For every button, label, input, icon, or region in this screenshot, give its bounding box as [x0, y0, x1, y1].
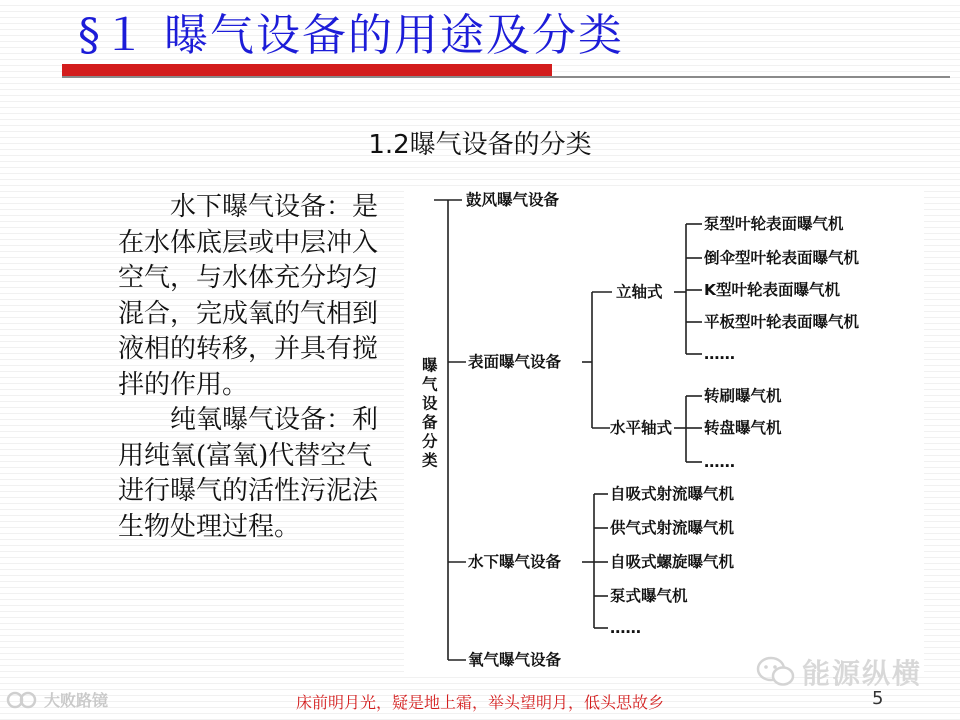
category-blower: 鼓风曝气设备: [466, 191, 560, 209]
category-underwater: 水下曝气设备: [468, 553, 562, 571]
vertical-item: K型叶轮表面曝气机: [704, 281, 841, 299]
vertical-item: 平板型叶轮表面曝气机: [704, 313, 860, 331]
slide-title: §１ 曝气设备的用途及分类: [78, 10, 624, 61]
footer-quote: 床前明月光，疑是地上霜，举头望明月，低头思故乡: [295, 693, 664, 712]
root-label-char: 类: [422, 451, 438, 470]
category-surface: 表面曝气设备: [468, 353, 562, 371]
horizontal-item: 转盘曝气机: [704, 419, 782, 437]
root-label-char: 分: [422, 432, 438, 451]
underwater-description: 水下曝气设备：是在水体底层或中层冲入空气，与水体充分均匀混合，完成氧的气相到液相的转移，并具有搅拌的作用。: [118, 192, 379, 400]
page-number: 5: [872, 688, 884, 709]
vertical-item: 倒伞型叶轮表面曝气机: [704, 249, 860, 267]
root-label-char: 气: [422, 375, 438, 394]
description-text: [118, 190, 380, 545]
root-label-char: 备: [422, 413, 438, 432]
classification-tree: [404, 186, 924, 674]
left-watermark-text: 大败路镜: [44, 691, 109, 710]
underwater-item: 自吸式螺旋曝气机: [610, 553, 735, 571]
section-subtitle: 1.2曝气设备的分类: [368, 130, 592, 160]
category-oxygen: 氧气曝气设备: [468, 651, 562, 669]
wechat-icon: [756, 655, 796, 689]
underwater-item: 供气式射流曝气机: [610, 519, 735, 537]
horizontal-item: 转刷曝气机: [704, 387, 782, 405]
root-label-char: 设: [422, 394, 438, 413]
vertical-item: ……: [704, 345, 735, 363]
oxygen-description: 纯氧曝气设备：利用纯氧(富氧)代替空气进行曝气的活性污泥法生物处理过程。: [118, 405, 379, 542]
group-horizontal-shaft: 水平轴式: [610, 419, 673, 437]
root-label: [422, 356, 438, 470]
right-watermark-text: 能源纵横: [802, 657, 923, 690]
underwater-item: 自吸式射流曝气机: [610, 485, 735, 503]
underwater-item: 泵式曝气机: [610, 587, 688, 605]
classification-diagram: [404, 186, 924, 674]
underwater-item: ……: [610, 619, 641, 637]
title-accent-bar: [62, 64, 552, 76]
group-vertical-shaft: 立轴式: [616, 283, 663, 301]
root-label-char: 曝: [422, 356, 438, 375]
vertical-item: 泵型叶轮表面曝气机: [704, 215, 844, 233]
right-watermark: [756, 652, 922, 692]
horizontal-item: ……: [704, 453, 735, 471]
title-divider: [62, 76, 950, 78]
